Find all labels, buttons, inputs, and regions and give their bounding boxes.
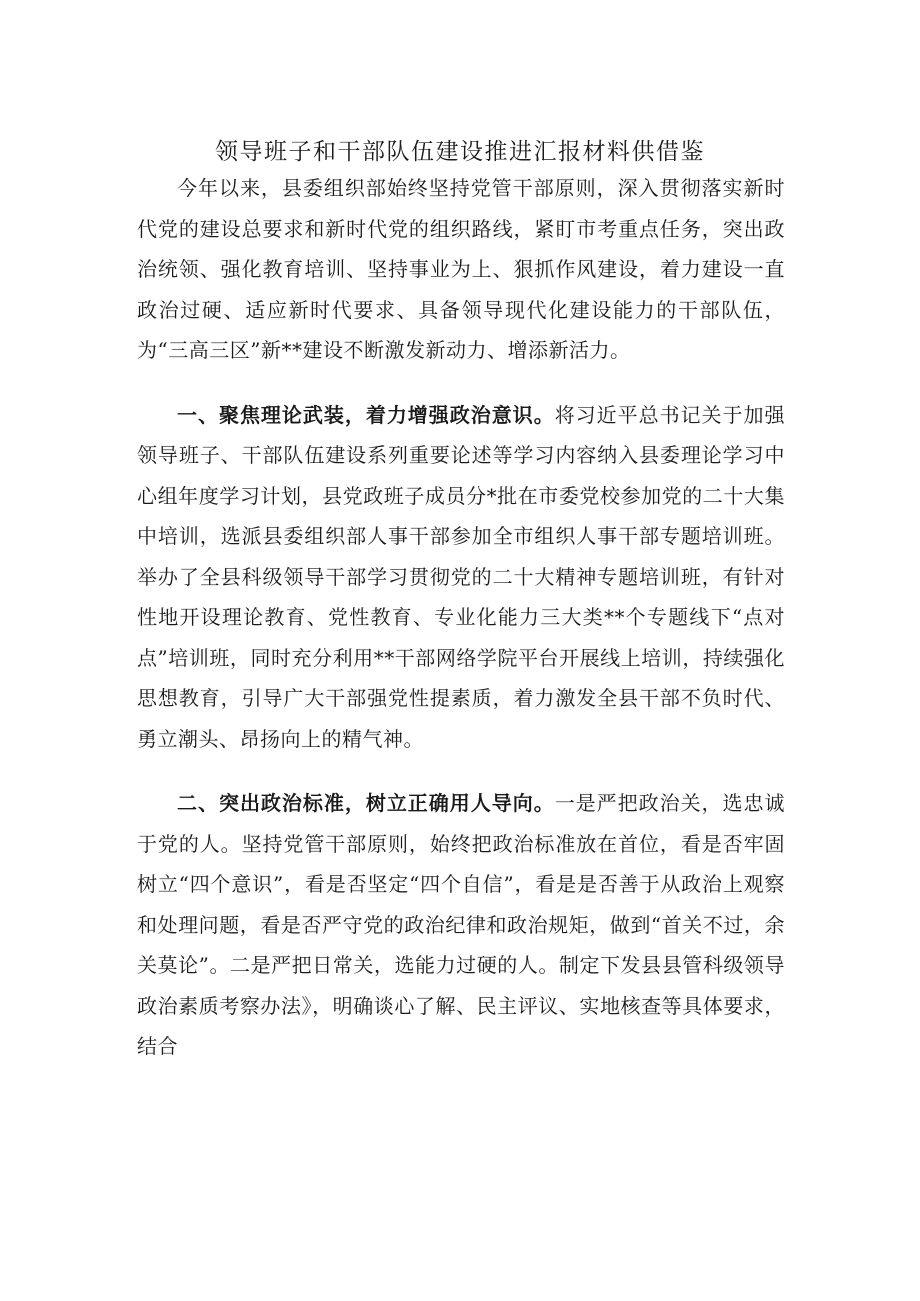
document-body: [137, 168, 785, 1091]
intro-paragraph: 今年以来，县委组织部始终坚持党管干部原则，深入贯彻落实新时代党的建设总要求和新时代党的组织路线，紧盯市考重点任务，突出政治统领、强化教育培训、坚持事业为上、狠抓作风建设，着力建设一直政治过硬、适应新时代要求、具备领导现代化建设能力的干部队伍，为“三高三区”新**建设不断激发新动力、增添新活力。: [137, 176, 785, 362]
section-2-paragraph: [137, 783, 785, 1067]
section-2-heading: 二、突出政治标准，树立正确用人导向。: [177, 791, 555, 815]
section-2-text: 一是严把政治关，选忠诚于党的人。坚持党管干部原则，始终把政治标准放在首位，看是否牢固树立“四个意识”，看是否坚定“四个自信”，看是是否善于从政治上观察和处理问题，看是否严守党的政治纪律和政治规矩，做到“首关不过，余关莫论”。二是严把日常关，选能力过硬的人。制定下发县县管科级领导政治素质考察办法》，明确谈心了解、民主评议、实地核查等具体要求，结合: [137, 791, 786, 1058]
document-title: 领导班子和干部队伍建设推进汇报材料供借鉴: [215, 139, 705, 165]
section-1-text: 将习近平总书记关于加强领导班子、干部队伍建设系列重要论述等学习内容纳入县委理论学习中心组年度学习计划，县党政班子成员分*批在市委党校参加党的二十大集中培训，选派县委组织部人事干部参加全市组织人事干部专题培训班。举办了全县科级领导干部学习贯彻党的二十大精神专题培训班，有针对性地开设理论教育、党性教育、专业化能力三大类**个专题线下“点对点”培训班，同时充分利用**干部网络学院平台开展线上培训，持续强化思想教育，引导广大干部强党性提素质，着力激发全县干部不负时代、勇立潮头、昂扬向上的精气神。: [137, 402, 786, 751]
section-1-heading: 一、聚焦理论武装，着力增强政治意识。: [177, 402, 555, 427]
section-1-paragraph: [137, 395, 785, 760]
